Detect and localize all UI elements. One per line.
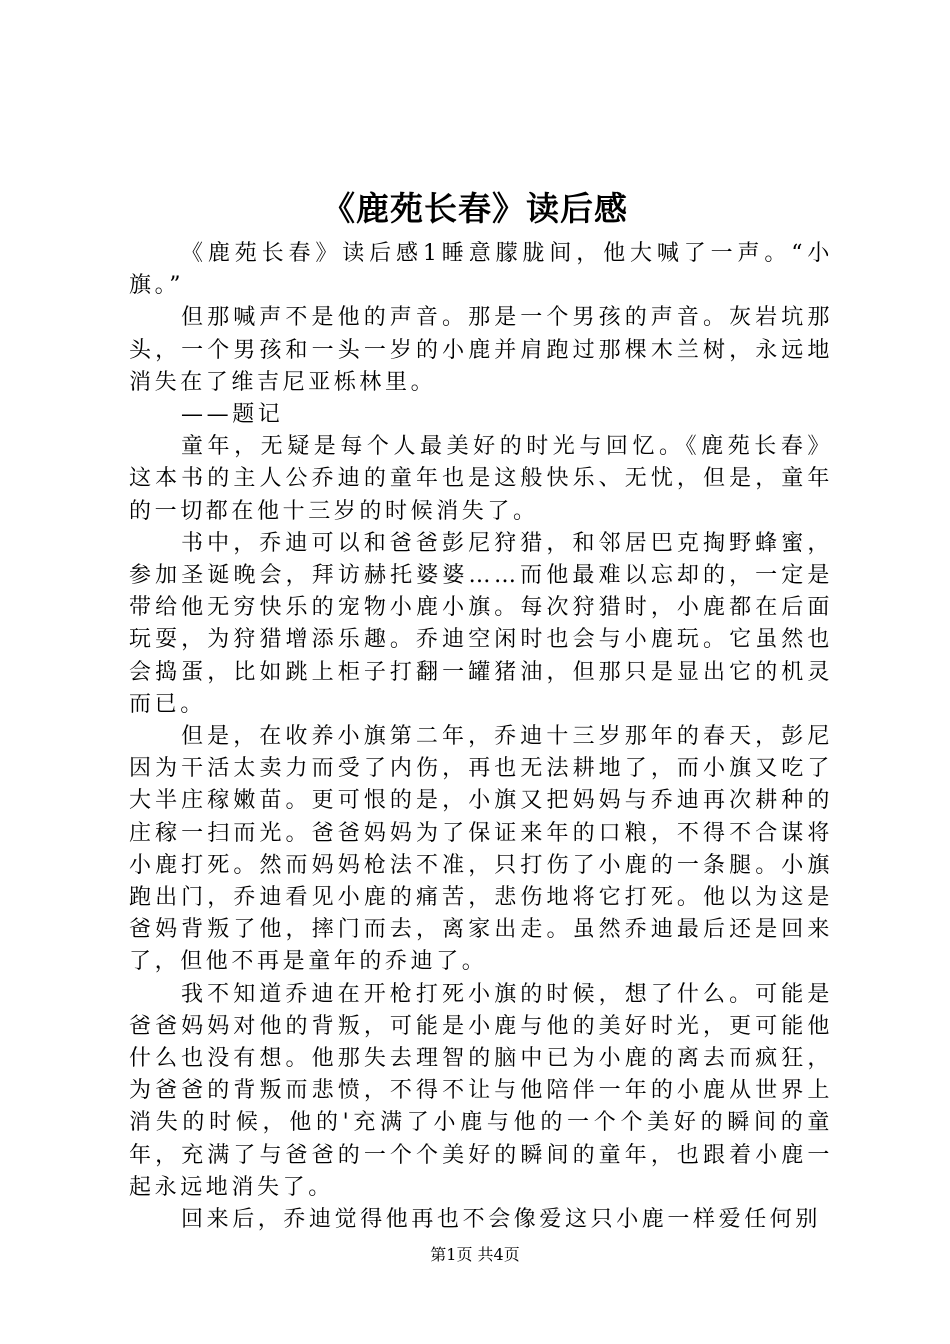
paragraph: 《鹿苑长春》读后感1睡意朦胧间，他大喊了一声。“小旗。” (129, 241, 833, 299)
document-title: 《鹿苑长春》读后感 (322, 189, 628, 228)
paragraph: 但是，在收养小旗第二年，乔迪十三岁那年的春天，彭尼因为干活太卖力而受了内伤，再也无法耕地了，而小旗又吃了大半庄稼嫩苗。更可恨的是，小旗又把妈妈与乔迪再次耕种的庄稼一扫而光。爸爸妈妈为了保证来年的口粮，不得不合谋将小鹿打死。然而妈妈枪法不准，只打伤了小鹿的一条腿。小旗跑出门，乔迪看见小鹿的痛苦，悲伤地将它打死。他以为这是爸妈背叛了他，摔门而去，离家出走。虽然乔迪最后还是回来了，但他不再是童年的乔迪了。 (129, 724, 833, 975)
paragraph: ——题记 (181, 402, 284, 428)
document-body (129, 238, 833, 1236)
paragraph: 童年，无疑是每个人最美好的时光与回忆。《鹿苑长春》这本书的主人公乔迪的童年也是这般快乐、无忧，但是，童年的一切都在他十三岁的时候消失了。 (129, 434, 833, 524)
paragraph: 我不知道乔迪在开枪打死小旗的时候，想了什么。可能是爸爸妈妈对他的背叛，可能是小鹿与他的美好时光，更可能他什么也没有想。他那失去理智的脑中已为小鹿的离去而疯狂，为爸爸的背叛而悲愤，不得不让与他陪伴一年的小鹿从世界上消失的时候，他的'充满了小鹿与他的一个个美好的瞬间的童年，充满了与爸爸的一个个美好的瞬间的童年，也跟着小鹿一起永远地消失了。 (129, 981, 833, 1200)
paragraph: 回来后，乔迪觉得他再也不会像爱这只小鹿一样爱任何别 (181, 1207, 822, 1233)
page-number-footer: 第1页 共4页 (430, 1245, 520, 1264)
paragraph: 但那喊声不是他的声音。那是一个男孩的声音。灰岩坑那头，一个男孩和一头一岁的小鹿并肩跑过那棵木兰树，永远地消失在了维吉尼亚栎林里。 (129, 305, 833, 395)
paragraph: 书中，乔迪可以和爸爸彭尼狩猎，和邻居巴克掏野蜂蜜，参加圣诞晚会，拜访赫托婆婆……而他最难以忘却的，一定是带给他无穷快乐的宠物小鹿小旗。每次狩猎时，小鹿都在后面玩耍，为狩猎增添乐趣。乔迪空闲时也会与小鹿玩。它虽然也会捣蛋，比如跳上柜子打翻一罐猪油，但那只是显出它的机灵而已。 (129, 530, 833, 717)
